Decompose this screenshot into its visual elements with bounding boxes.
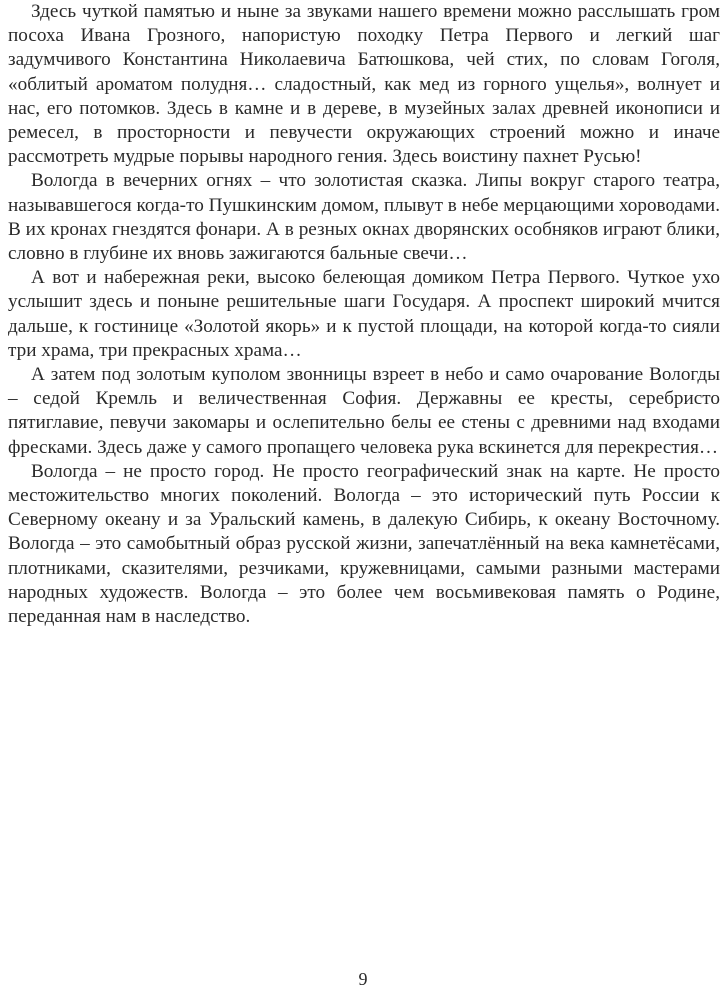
paragraph: А затем под золотым куполом звонницы взреет в небо и само очарование Вологды – седой Кремль и величественная София. Державны ее кресты, серебристо пятиглавие, певучи закомары и ослепительно белы ее стены с древними над входами фресками. Здесь даже у самого пропащего человека рука вскинется для перекрестия… <box>8 364 720 458</box>
main-text <box>8 0 720 629</box>
paragraph: Здесь чуткой памятью и ныне за звуками нашего времени можно расслышать гром посоха Ивана Грозного, напористую походку Петра Первого и легкий шаг задумчивого Константина Николаевича Батюшкова, чей стих, по словам Гоголя, «облитый ароматом полудня… сладостный, как мед из горного ущелья», волнует и нас, его потомков. Здесь в камне и в дереве, в музейных залах древней иконописи и ремесел, в просторности и певучести окружающих строений можно и иначе рассмотреть мудрые порывы народного гения. Здесь воистину пахнет Русью! <box>8 1 720 168</box>
paragraph: Вологда – не просто город. Не просто географический знак на карте. Не просто местожительство многих поколений. Вологда – это исторический путь России к Северному океану и за Уральский камень, в далекую Сибирь, к океану Восточному. Вологда – это самобытный образ русской жизни, запечатлённый на века камнетёсами, плотниками, сказителями, резчиками, кружевницами, самыми разными мастерами народных художеств. Вологда – это более чем восьмивековая память о Родине, переданная нам в наследство. <box>8 460 720 628</box>
paragraph: Вологда в вечерних огнях – что золотистая сказка. Липы вокруг старого театра, называвшегося когда-то Пушкинским домом, плывут в небе мерцающими хороводами. В их кронах гнездятся фонари. А в резных окнах дворянских особняков играют блики, словно в глубине их вновь зажигаются бальные свечи… <box>8 170 720 265</box>
paragraph: А вот и набережная реки, высоко белеющая домиком Петра Первого. Чуткое ухо услышит здесь и поныне решительные шаги Государя. А проспект широкий мчится дальше, к гостинице «Золотой якорь» и к пустой площади, на которой когда-то сияли три храма, три прекрасных храма… <box>8 267 720 361</box>
page-number: 9 <box>358 969 368 989</box>
